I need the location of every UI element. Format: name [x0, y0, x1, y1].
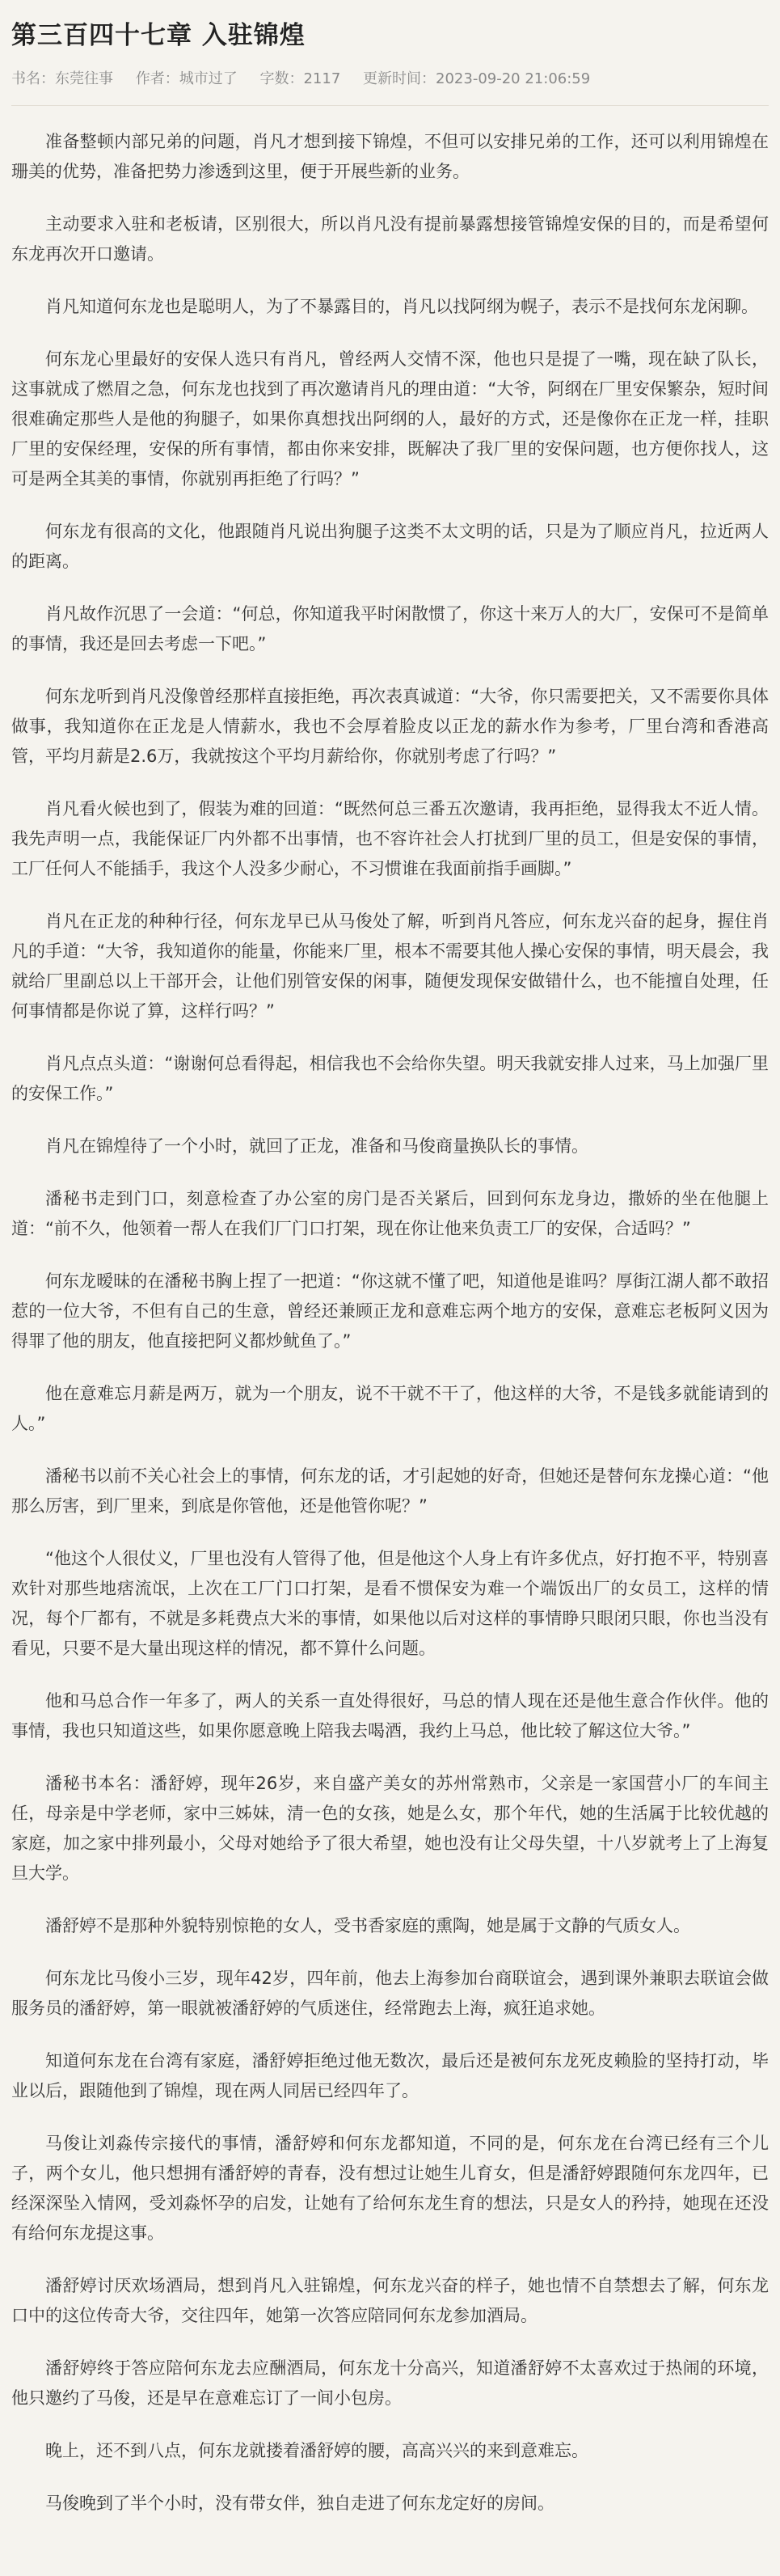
paragraph: 肖凡点点头道：“谢谢何总看得起，相信我也不会给你失望。明天我就安排人过来，马上加强厂里的安保工作。”	[11, 1054, 769, 1103]
author-name: 作者：城市过了	[135, 70, 238, 87]
meta-divider	[11, 105, 769, 106]
paragraph: “他这个人很仗义，厂里也没有人管得了他，但是他这个人身上有许多优点，好打抱不平，特别喜欢针对那些地痞流氓，上次在工厂门口打架，是看不惯保安为难一个端饭出厂的女员工，这样的情况，每个厂都有，不就是多耗费点大米的事情，如果他以后对这样的事情睁只眼闭只眼，你也当没有看见，只要不是大量出现这样的情况，都不算什么问题。	[11, 1549, 769, 1658]
paragraph: 何东龙听到肖凡没像曾经那样直接拒绝，再次表真诚道：“大爷，你只需要把关，又不需要你具体做事，我知道你在正龙是人情薪水，我也不会厚着脸皮以正龙的薪水作为参考，厂里台湾和香港高管，平均月薪是2.6万，我就按这个平均月薪给你，你就别考虑了行吗？”	[11, 687, 769, 766]
paragraph: 潘舒婷终于答应陪何东龙去应酬酒局，何东龙十分高兴，知道潘舒婷不太喜欢过于热闹的环境，他只邀约了马俊，还是早在意难忘订了一间小包房。	[11, 2358, 769, 2408]
paragraph: 潘舒婷不是那种外貌特别惊艳的女人，受书香家庭的熏陶，她是属于文静的气质女人。	[45, 1916, 690, 1935]
paragraph: 准备整顿内部兄弟的问题，肖凡才想到接下锦煌，不但可以安排兄弟的工作，还可以利用锦煌在珊美的优势，准备把势力渗透到这里，便于开展些新的业务。	[11, 132, 769, 181]
paragraph: 晚上，还不到八点，何东龙就搂着潘舒婷的腰，高高兴兴的来到意难忘。	[45, 2441, 588, 2460]
paragraph: 何东龙心里最好的安保人选只有肖凡，曾经两人交情不深，他也只是提了一嘴，现在缺了队长，这事就成了燃眉之急，何东龙也找到了再次邀请肖凡的理由道：“大爷，阿纲在厂里安保繁杂，短时间很难确定那些人是他的狗腿子，如果你真想找出阿纲的人，最好的方式，还是像你在正龙一样，挂职厂里的安保经理，安保的所有事情，都由你来安排，既解决了我厂里的安保问题，也方便你找人，这可是两全其美的事情，你就别再拒绝了行吗？”	[11, 349, 769, 489]
paragraph: 知道何东龙在台湾有家庭，潘舒婷拒绝过他无数次，最后还是被何东龙死皮赖脸的坚持打动，毕业以后，跟随他到了锦煌，现在两人同居已经四年了。	[11, 2051, 769, 2100]
chapter-meta	[11, 70, 769, 89]
update-time: 更新时间：2023-09-20 21:06:59	[363, 70, 591, 87]
paragraph: 肖凡知道何东龙也是聪明人，为了不暴露目的，肖凡以找阿纲为幌子，表示不是找何东龙闲聊。	[45, 297, 758, 316]
paragraph: 肖凡故作沉思了一会道：“何总，你知道我平时闲散惯了，你这十来万人的大厂，安保可不是简单的事情，我还是回去考虑一下吧。”	[11, 604, 769, 654]
word-count: 字数：2117	[259, 70, 341, 87]
paragraph: 何东龙暧昧的在潘秘书胸上捏了一把道：“你这就不懂了吧，知道他是谁吗？厚街江湖人都不敢招惹的一位大爷，不但有自己的生意，曾经还兼顾正龙和意难忘两个地方的安保，意难忘老板阿义因为得罪了他的朋友，他直接把阿义都炒鱿鱼了。”	[11, 1271, 769, 1351]
paragraph: 马俊让刘淼传宗接代的事情，潘舒婷和何东龙都知道，不同的是，何东龙在台湾已经有三个儿子，两个女儿，他只想拥有潘舒婷的青春，没有想过让她生儿育女，但是潘舒婷跟随何东龙四年，已经深深坠入情网，受刘淼怀孕的启发，让她有了给何东龙生育的想法，只是女人的矜持，她现在还没有给何东龙提这事。	[11, 2134, 769, 2243]
paragraph: 潘舒婷讨厌欢场酒局，想到肖凡入驻锦煌，何东龙兴奋的样子，她也情不自禁想去了解，何东龙口中的这位传奇大爷，交往四年，她第一次答应陪同何东龙参加酒局。	[11, 2276, 769, 2325]
paragraph: 潘秘书走到门口，刻意检查了办公室的房门是否关紧后，回到何东龙身边，撒娇的坐在他腿上道：“前不久，他领着一帮人在我们厂门口打架，现在你让他来负责工厂的安保，合适吗？”	[11, 1189, 769, 1238]
paragraph: 肖凡看火候也到了，假装为难的回道：“既然何总三番五次邀请，我再拒绝，显得我太不近人情。我先声明一点，我能保证厂内外都不出事情，也不容许社会人打扰到厂里的员工，但是安保的事情，工厂任何人不能插手，我这个人没多少耐心，不习惯谁在我面前指手画脚。”	[11, 799, 769, 878]
paragraph: 何东龙比马俊小三岁，现年42岁，四年前，他去上海参加台商联谊会，遇到课外兼职去联谊会做服务员的潘舒婷，第一眼就被潘舒婷的气质迷住，经常跑去上海，疯狂追求她。	[11, 1969, 769, 2018]
chapter-title: 第三百四十七章 入驻锦煌	[11, 21, 306, 50]
paragraph: 肖凡在锦煌待了一个小时，就回了正龙，准备和马俊商量换队长的事情。	[45, 1136, 588, 1156]
chapter-content	[11, 127, 769, 2519]
paragraph: 主动要求入驻和老板请，区别很大，所以肖凡没有提前暴露想接管锦煌安保的目的，而是希望何东龙再次开口邀请。	[11, 214, 769, 264]
book-name: 书名：东莞往事	[11, 70, 113, 87]
paragraph: 肖凡在正龙的种种行径，何东龙早已从马俊处了解，听到肖凡答应，何东龙兴奋的起身，握住肖凡的手道：“大爷，我知道你的能量，你能来厂里，根本不需要其他人操心安保的事情，明天晨会，我就给厂里副总以上干部开会，让他们别管安保的闲事，随便发现保安做错什么，也不能擅自处理，任何事情都是你说了算，这样行吗？”	[11, 912, 769, 1021]
paragraph: 潘秘书本名：潘舒婷，现年26岁，来自盛产美女的苏州常熟市，父亲是一家国营小厂的车间主任，母亲是中学老师，家中三姊妹，清一色的女孩，她是么女，那个年代，她的生活属于比较优越的家庭，加之家中排列最小，父母对她给予了很大希望，她也没有让父母失望，十八岁就考上了上海复旦大学。	[11, 1774, 769, 1883]
paragraph: 潘秘书以前不关心社会上的事情，何东龙的话，才引起她的好奇，但她还是替何东龙操心道：“他那么厉害，到厂里来，到底是你管他，还是他管你呢？”	[11, 1466, 769, 1516]
paragraph: 他和马总合作一年多了，两人的关系一直处得很好，马总的情人现在还是他生意合作伙伴。他的事情，我也只知道这些，如果你愿意晚上陪我去喝酒，我约上马总，他比较了解这位大爷。”	[11, 1691, 769, 1741]
paragraph: 他在意难忘月薪是两万，就为一个朋友，说不干就不干了，他这样的大爷，不是钱多就能请到的人。”	[11, 1384, 769, 1433]
paragraph: 马俊晚到了半个小时，没有带女伴，独自走进了何东龙定好的房间。	[45, 2494, 554, 2513]
paragraph: 何东龙有很高的文化，他跟随肖凡说出狗腿子这类不太文明的话，只是为了顺应肖凡，拉近两人的距离。	[11, 522, 769, 571]
